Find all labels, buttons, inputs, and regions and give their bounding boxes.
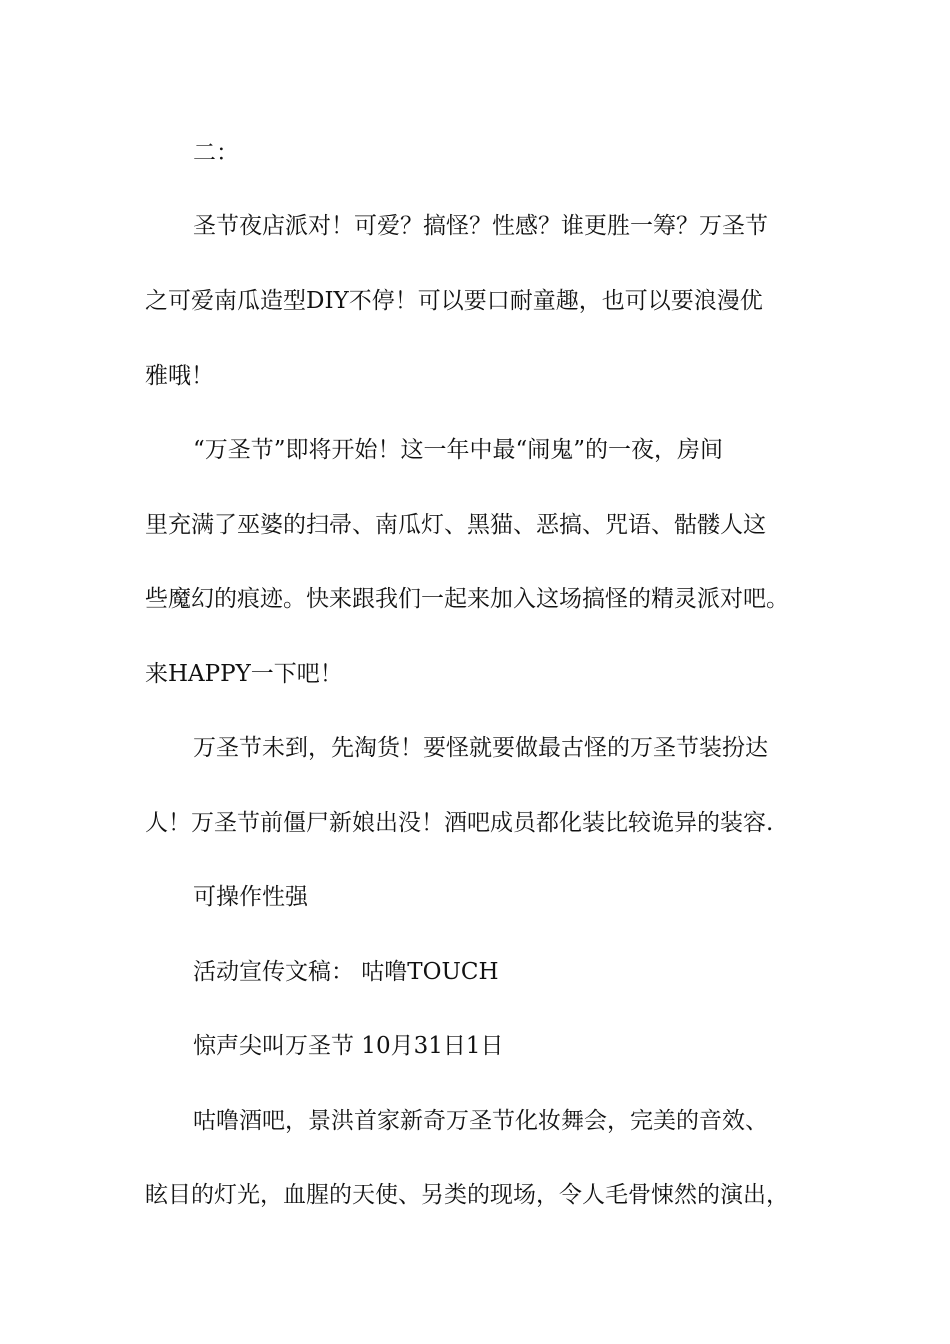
paragraph-line: 之可爱南瓜造型DIY不停！可以要口耐童趣，也可以要浪漫优 (145, 288, 763, 314)
paragraph-line: 活动宣传文稿： 咕噜TOUCH (193, 959, 499, 985)
paragraph-line: 眩目的灯光，血腥的天使、另类的现场，令人毛骨悚然的演出， (145, 1182, 789, 1208)
paragraph-line: “万圣节”即将开始！这一年中最“闹鬼”的一夜，房间 (193, 437, 724, 463)
paragraph-line: 咕噜酒吧，景洪首家新奇万圣节化妆舞会，完美的音效、 (193, 1108, 768, 1134)
paragraph-line: 万圣节未到，先淘货！要怪就要做最古怪的万圣节装扮达 (193, 735, 768, 761)
paragraph-line: 些魔幻的痕迹。快来跟我们一起来加入这场搞怪的精灵派对吧。 (145, 586, 789, 612)
paragraph-line: 圣节夜店派对！可爱？搞怪？性感？谁更胜一筹？万圣节 (193, 213, 768, 239)
paragraph-line: 可操作性强 (193, 884, 308, 910)
section-heading: 二： (193, 140, 239, 166)
paragraph-line: 惊声尖叫万圣节 10月31日1日 (193, 1033, 504, 1059)
paragraph-line: 雅哦！ (145, 363, 214, 389)
paragraph-line: 来HAPPY一下吧！ (145, 661, 343, 687)
paragraph-line: 里充满了巫婆的扫帚、南瓜灯、黑猫、恶搞、咒语、骷髅人这 (145, 512, 766, 538)
paragraph-line: 人！万圣节前僵尸新娘出没！酒吧成员都化装比较诡异的装容. (145, 810, 774, 836)
